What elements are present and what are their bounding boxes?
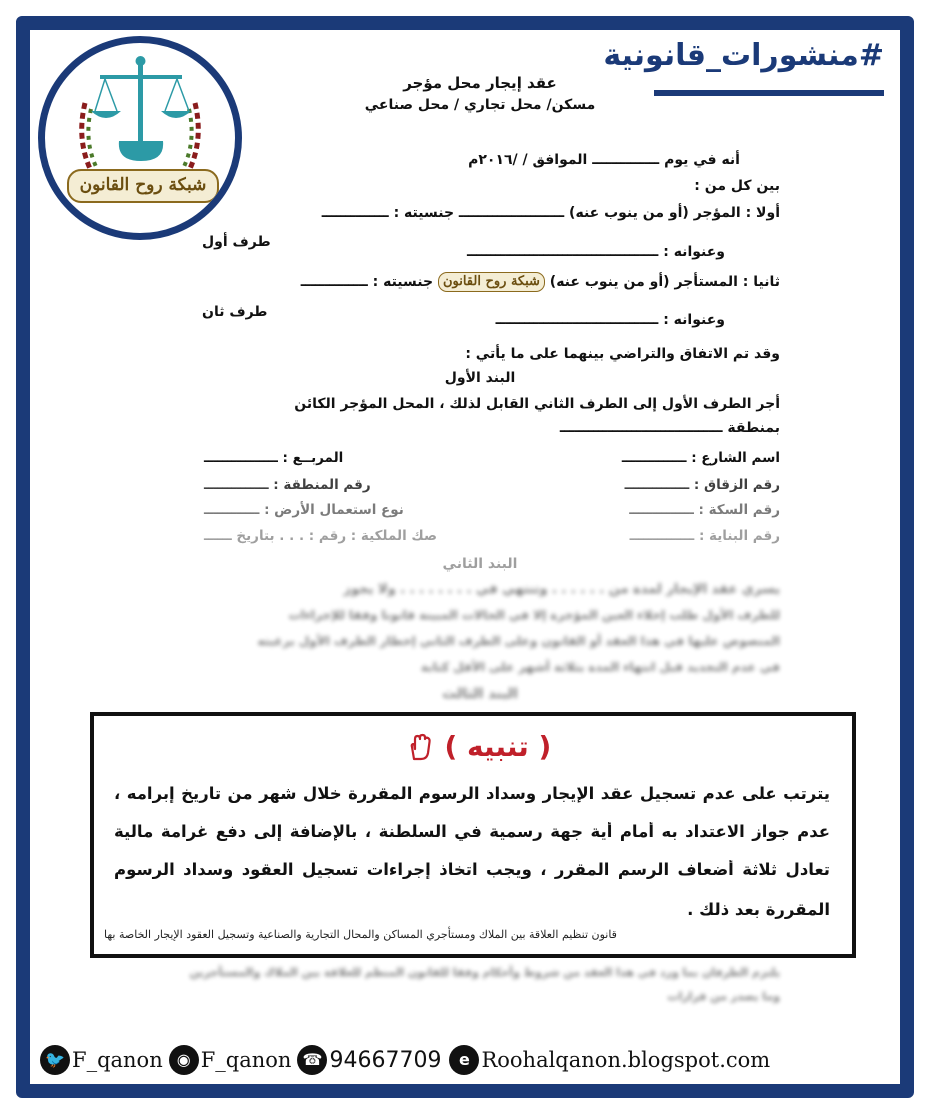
twitter-handle[interactable]: F_qanon bbox=[72, 1048, 163, 1072]
logo-text: شبكة روح القانون bbox=[67, 169, 219, 203]
field-zone: رقم المنطقة : ــــــــــــــ bbox=[204, 477, 371, 493]
field-square: المربــع : ــــــــــــــــ bbox=[204, 450, 344, 466]
field-street: اسم الشارع : ــــــــــــــ bbox=[621, 450, 780, 466]
second-party-label: ثانيا : المستأجر (أو من ينوب عنه) bbox=[549, 274, 780, 290]
logo bbox=[38, 36, 242, 240]
clause2-line: المنصوص عليها في هذا العقد أو القانون وعلى الطرف الثاني إخطار الطرف الأول برغبته bbox=[257, 634, 780, 648]
hand-icon bbox=[405, 733, 435, 763]
notice-source: قانون تنظيم العلاقة بين الملاك ومستأجري المساكن والمحال التجارية والصناعية وتسجيل العقود الإيجار الخاصة بها bbox=[104, 928, 617, 941]
clause1-text: أجر الطرف الأول إلى الطرف الثاني القابل لذلك ، المحل المؤجر الكائن bbox=[294, 396, 780, 412]
hashtag-underline bbox=[654, 90, 884, 96]
contact-bar bbox=[40, 1040, 890, 1080]
clause2-title: البند الثاني bbox=[442, 556, 518, 572]
clause2-line: في عدم التجديد قبل انتهاء المدة بثلاثة أشهر على الأقل كتابة bbox=[420, 660, 780, 674]
date-line: أنه في يوم ــــــــــــــ الموافق / /٢٠١٦م bbox=[468, 152, 740, 168]
clause1-region: بمنطقة ــــــــــــــــــــــــــــــــــ bbox=[559, 420, 780, 436]
notice-title-text: ( تنبيه ) bbox=[444, 730, 552, 763]
first-party-line: أولا : المؤجر (أو من ينوب عنه) ــــــــــــــــــــــ جنسيته : ــــــــــــــ bbox=[321, 205, 780, 221]
notice-line: عدم جواز الاعتداد به أمام أية جهة رسمية في السلطنة ، بالإضافة إلى دفع غرامة مالية bbox=[114, 822, 830, 841]
between-line: بين كل من : bbox=[694, 178, 780, 194]
hashtag: #منشورات_قانونية bbox=[603, 38, 884, 73]
notice-title bbox=[94, 730, 852, 763]
field-land-use: نوع استعمال الأرض : ــــــــــــ bbox=[204, 502, 404, 518]
field-alley: رقم الزقاق : ــــــــــــــ bbox=[624, 477, 780, 493]
second-party-line bbox=[301, 272, 780, 292]
website-link[interactable]: Roohalqanon.blogspot.com bbox=[481, 1048, 771, 1072]
notice-line: تعادل ثلاثة أضعاف الرسم المقرر ، ويجب اتخاذ إجراءات تسجيل العقود وسداد الرسوم bbox=[114, 860, 830, 879]
second-party-tag: طرف ثان bbox=[202, 304, 268, 320]
contract-title bbox=[330, 72, 630, 116]
twitter-icon: 🐦 bbox=[40, 1045, 70, 1075]
first-address-line: وعنوانه : ــــــــــــــــــــــــــــــــــــــــ bbox=[466, 244, 725, 260]
second-party-nationality: جنسيته : ــــــــــــــ bbox=[300, 274, 434, 290]
browser-icon: e bbox=[449, 1045, 479, 1075]
notice-line: المقررة بعد ذلك . bbox=[687, 900, 830, 919]
notice-line: يترتب على عدم تسجيل عقد الإيجار وسداد الرسوم المقررة خلال شهر من تاريخ إبرامه ، bbox=[114, 784, 830, 803]
stamp-logo: شبكة روح القانون bbox=[438, 272, 545, 292]
agreement-line: وقد تم الاتفاق والتراضي بينهما على ما يأتي : bbox=[465, 346, 780, 362]
clause3-title: البند الثالث bbox=[442, 686, 518, 702]
second-address-line: وعنوانه : ــــــــــــــــــــــــــــــــــ bbox=[495, 312, 725, 328]
field-building: رقم البناية : ــــــــــــــ bbox=[629, 528, 780, 544]
whatsapp-number[interactable]: 94667709 bbox=[329, 1047, 442, 1073]
whatsapp-icon: ☎ bbox=[297, 1045, 327, 1075]
scales-icon bbox=[45, 43, 235, 233]
hashtag-banner bbox=[603, 38, 884, 96]
notice-box bbox=[90, 712, 856, 958]
field-deed: صك الملكية : رقم : . . . بتاريخ ــــــ bbox=[204, 528, 438, 544]
clause1-title: البند الأول bbox=[444, 370, 516, 386]
clause2-line: للطرف الأول طلب إخلاء العين المؤجرة إلا في الحالات المبينة قانونا وفقا للإجراءات bbox=[288, 608, 780, 622]
clause2-line: يسري عقد الإيجار لمدة من . . . . . . وتنتهي في . . . . . . . . ولا يجوز bbox=[343, 582, 780, 597]
blurred-line: يلتزم الطرفان بما ورد في هذا العقد من شروط وأحكام وفقا للقانون المنظم للعلاقة بين الملاك والمستأجرين bbox=[189, 966, 780, 979]
first-party-tag: طرف أول bbox=[202, 234, 271, 250]
instagram-icon: ◉ bbox=[169, 1045, 199, 1075]
title-main: عقد إيجار محل مؤجر bbox=[403, 74, 557, 92]
blurred-line: وما يصدر من قرارات bbox=[667, 990, 780, 1003]
field-lane: رقم السكة : ــــــــــــــ bbox=[629, 502, 780, 518]
title-sub: مسكن/ محل تجاري / محل صناعي bbox=[364, 97, 596, 113]
instagram-handle[interactable]: F_qanon bbox=[200, 1048, 292, 1072]
